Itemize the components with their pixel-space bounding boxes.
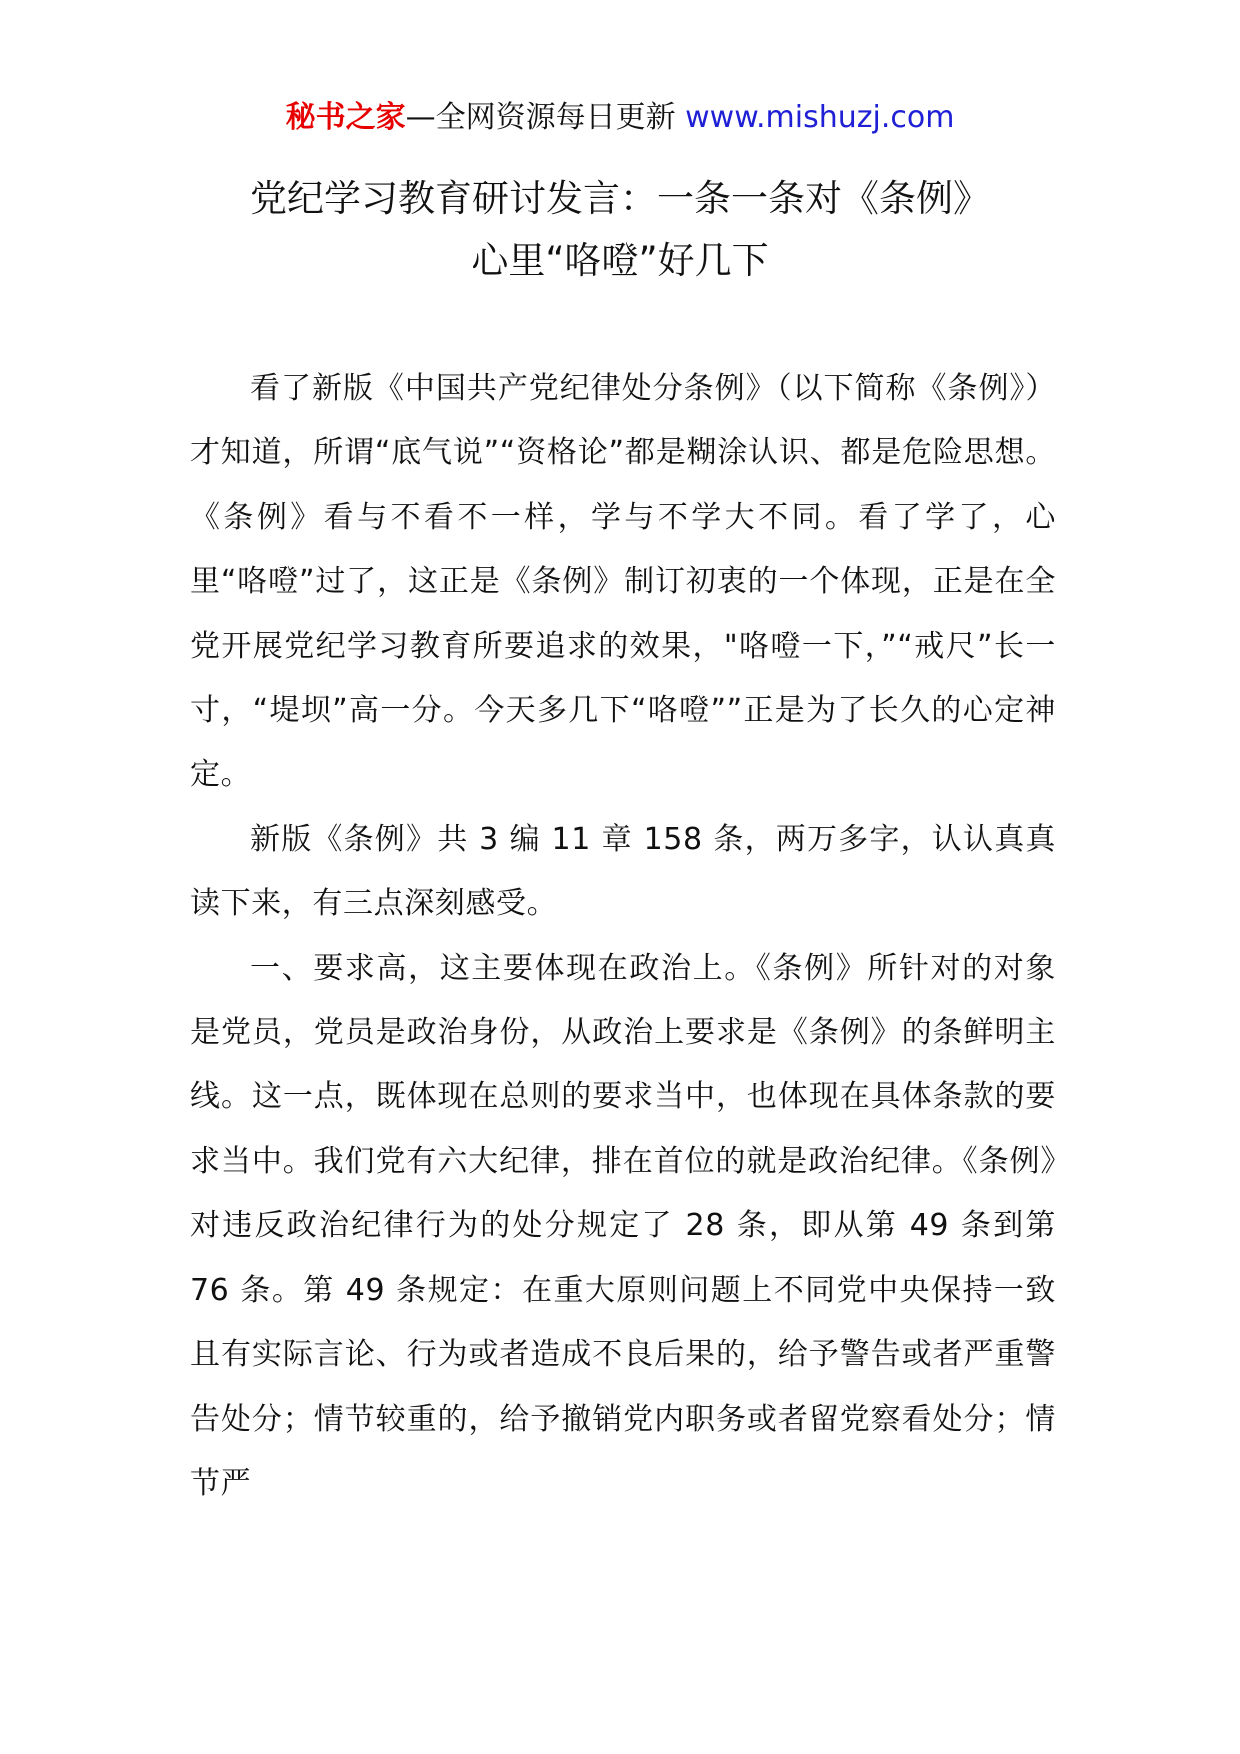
- title-line-2: 心里“咯噔”好几下: [471, 239, 769, 282]
- document-body: [190, 357, 1056, 1516]
- paragraph-2: 新版《条例》共 3 编 11 章 158 条，两万多字，认认真真读下来，有三点深刻感受。: [190, 821, 1056, 922]
- site-header: [0, 98, 1240, 138]
- site-url-link[interactable]: www.mishuzj.com: [685, 100, 955, 135]
- brand-name: 秘书之家: [285, 100, 406, 135]
- document-title: [150, 168, 1090, 292]
- title-line-1: 党纪学习教育研讨发言：一条一条对《条例》: [250, 177, 990, 220]
- site-slogan: —全网资源每日更新: [405, 100, 676, 135]
- paragraph-3: 一、要求高，这主要体现在政治上。《条例》所针对的对象是党员，党员是政治身份，从政治上要求是《条例》的条鲜明主线。这一点，既体现在总则的要求当中，也体现在具体条款的要求当中。我们党有六大纪律，排在首位的就是政治纪律。《条例》对违反政治纪律行为的处分规定了 28 条，即从第 49 条到第 76 条。第 49 条规定：在重大原则问题上不同党中央保持一致且有实际言论、行为或者造成不良后果的，给予警告或者严重警告处分；情节较重的，给予撤销党内职务或者留党察看处分；情节严: [190, 950, 1056, 1501]
- paragraph-1: 看了新版《中国共产党纪律处分条例》（以下简称《条例》）才知道，所谓“底气说”“资格论”都是糊涂认识、都是危险思想。《条例》看与不看不一样，学与不学大不同。看了学了，心里“咯噔”过了，这正是《条例》制订初衷的一个体现，正是在全党开展党纪学习教育所要追求的效果，"咯噔一下，”“戒尺”长一寸，“堤坝”高一分。今天多几下“咯噔””正是为了长久的心定神定。: [190, 371, 1056, 793]
